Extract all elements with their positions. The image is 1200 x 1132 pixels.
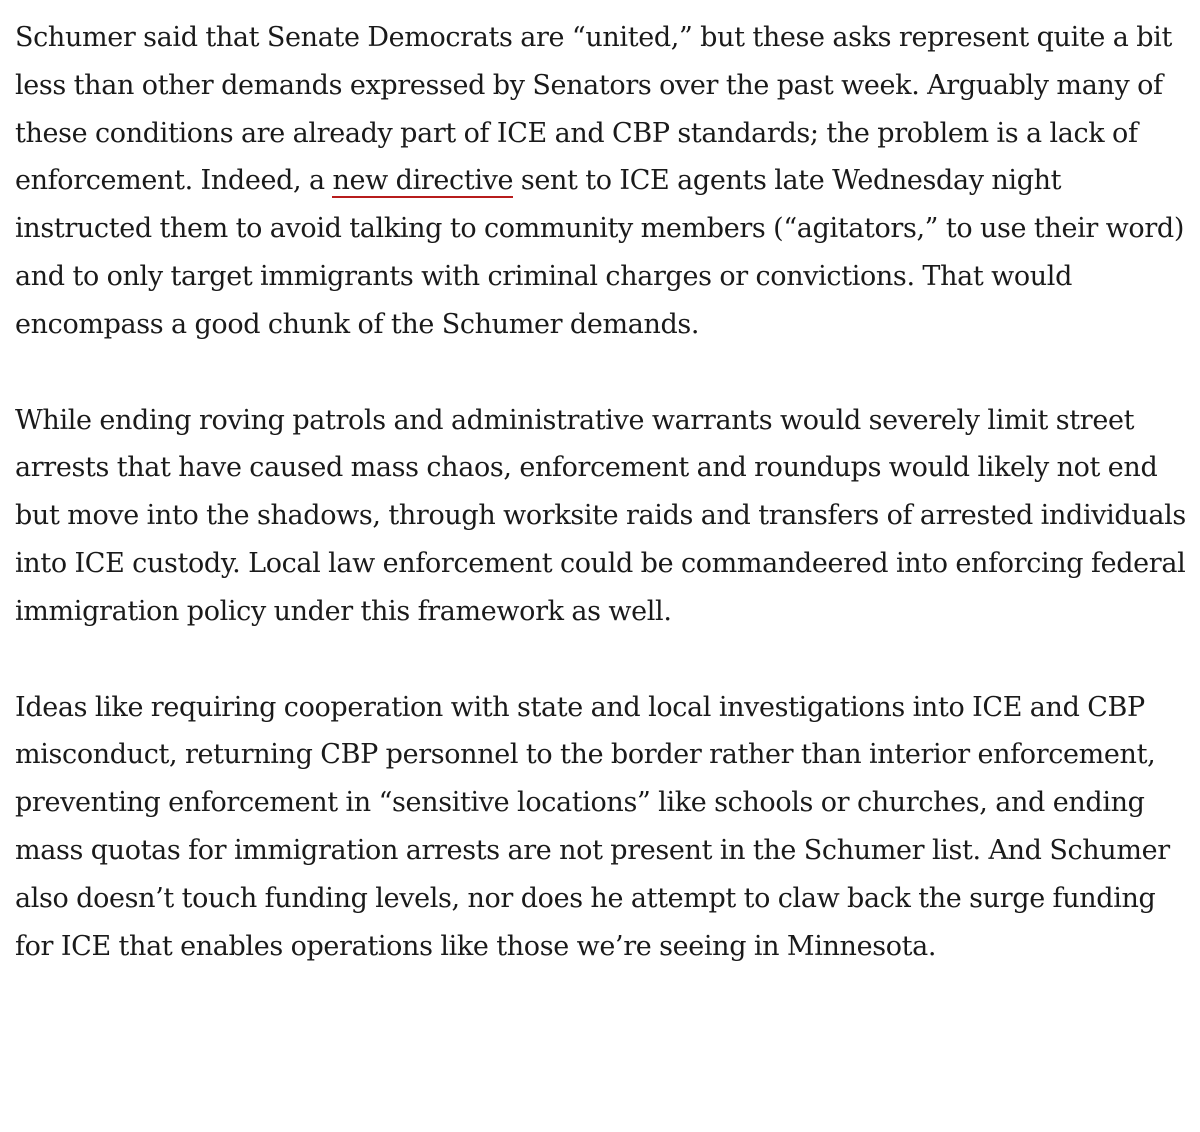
new-directive-link[interactable]: new directive	[332, 165, 514, 197]
article-body	[15, 14, 1187, 1018]
paragraph-1-text-before-link: Schumer said that Senate Democrats are “united,” but these asks represent quite a bit less than other demands expressed by Senators over the past week. Arguably many of these conditions are already part of ICE and CBP standards; the problem is a lack of enforcement. Indeed, a	[15, 22, 1172, 197]
paragraph-3: Ideas like requiring cooperation with state and local investigations into ICE and CBP misconduct, returning CBP personnel to the border rather than interior enforcement, preventing enforcement in “sensitive locations” like schools or churches, and ending mass quotas for immigration arrests are not present in the Schumer list. And Schumer also doesn’t touch funding levels, nor does he attempt to claw back the surge funding for ICE that enables operations like those we’re seeing in Minnesota.	[15, 691, 1170, 962]
paragraph-1	[15, 14, 1187, 349]
paragraph-1-text-after-link: sent to ICE agents late Wednesday night instructed them to avoid talking to community members (“agitators,” to use their word) and to only target immigrants with criminal charges or convictions. That would encompass a good chunk of the Schumer demands.	[15, 165, 1184, 340]
paragraph-2: While ending roving patrols and administrative warrants would severely limit street arrests that have caused mass chaos, enforcement and roundups would likely not end but move into the shadows, through worksite raids and transfers of arrested individuals into ICE custody. Local law enforcement could be commandeered into enforcing federal immigration policy under this framework as well.	[15, 404, 1186, 627]
